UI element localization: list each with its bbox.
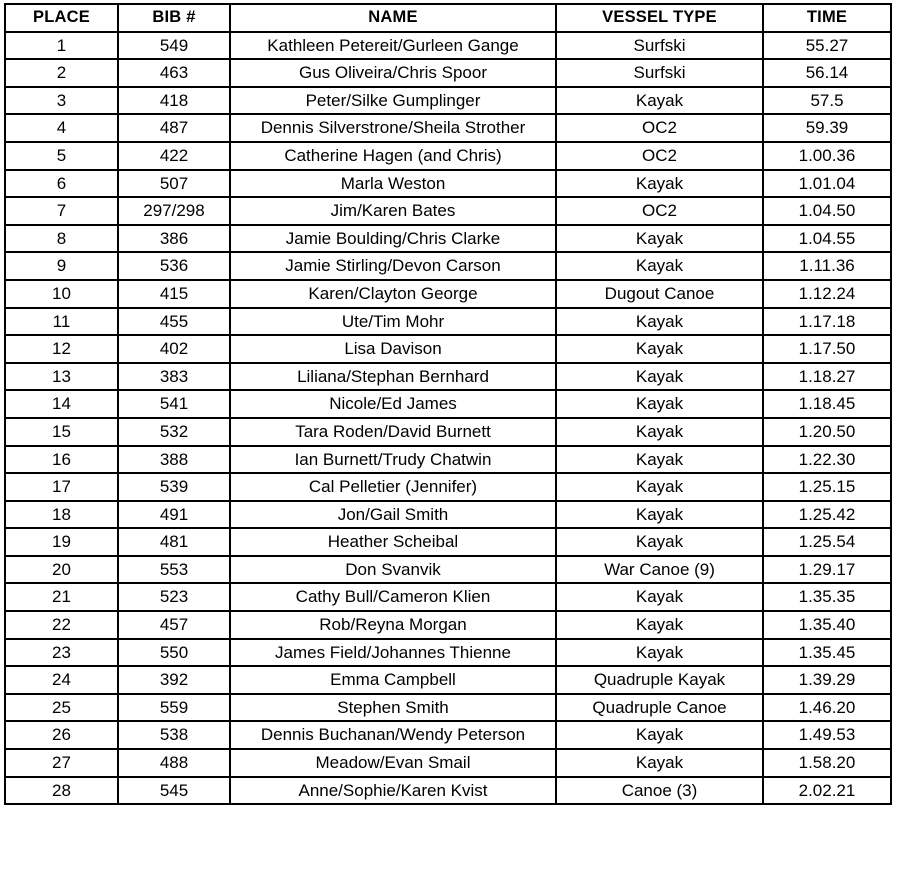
cell-bib: 418 [118,87,230,115]
cell-time: 55.27 [763,32,891,60]
cell-vessel: Quadruple Canoe [556,694,763,722]
cell-bib: 402 [118,335,230,363]
cell-place: 23 [5,639,118,667]
cell-place: 20 [5,556,118,584]
cell-place: 17 [5,473,118,501]
cell-place: 13 [5,363,118,391]
cell-name: Karen/Clayton George [230,280,556,308]
cell-place: 26 [5,721,118,749]
table-row [5,114,891,142]
cell-bib: 549 [118,32,230,60]
table-row [5,556,891,584]
cell-bib: 297/298 [118,197,230,225]
cell-name: James Field/Johannes Thienne [230,639,556,667]
cell-vessel: Kayak [556,583,763,611]
cell-time: 1.35.35 [763,583,891,611]
cell-name: Gus Oliveira/Chris Spoor [230,59,556,87]
cell-time: 1.25.54 [763,528,891,556]
cell-bib: 392 [118,666,230,694]
cell-place: 1 [5,32,118,60]
cell-vessel: War Canoe (9) [556,556,763,584]
cell-time: 1.58.20 [763,749,891,777]
cell-bib: 491 [118,501,230,529]
cell-name: Ian Burnett/Trudy Chatwin [230,446,556,474]
table-row [5,390,891,418]
cell-place: 18 [5,501,118,529]
cell-time: 1.17.50 [763,335,891,363]
table-row [5,32,891,60]
cell-time: 1.39.29 [763,666,891,694]
cell-name: Kathleen Petereit/Gurleen Gange [230,32,556,60]
column-header-place: PLACE [5,4,118,32]
cell-place: 27 [5,749,118,777]
race-results-table [4,3,892,805]
cell-vessel: Kayak [556,390,763,418]
cell-place: 6 [5,170,118,198]
cell-vessel: Kayak [556,418,763,446]
cell-name: Dennis Silverstrone/Sheila Strother [230,114,556,142]
cell-name: Jim/Karen Bates [230,197,556,225]
table-body [5,32,891,805]
cell-vessel: Kayak [556,749,763,777]
cell-vessel: Kayak [556,335,763,363]
cell-time: 1.18.27 [763,363,891,391]
cell-name: Dennis Buchanan/Wendy Peterson [230,721,556,749]
cell-place: 12 [5,335,118,363]
cell-time: 1.04.55 [763,225,891,253]
cell-time: 1.46.20 [763,694,891,722]
table-header-row [5,4,891,32]
cell-place: 19 [5,528,118,556]
table-row [5,197,891,225]
cell-name: Peter/Silke Gumplinger [230,87,556,115]
cell-time: 56.14 [763,59,891,87]
table-row [5,87,891,115]
column-header-time: TIME [763,4,891,32]
race-results-container [4,3,890,805]
cell-vessel: OC2 [556,114,763,142]
cell-bib: 559 [118,694,230,722]
cell-name: Anne/Sophie/Karen Kvist [230,777,556,805]
cell-time: 1.35.45 [763,639,891,667]
table-header [5,4,891,32]
cell-name: Liliana/Stephan Bernhard [230,363,556,391]
table-row [5,721,891,749]
cell-bib: 507 [118,170,230,198]
cell-vessel: OC2 [556,197,763,225]
cell-vessel: Canoe (3) [556,777,763,805]
cell-vessel: Surfski [556,32,763,60]
table-row [5,777,891,805]
cell-vessel: Kayak [556,721,763,749]
cell-bib: 545 [118,777,230,805]
cell-bib: 532 [118,418,230,446]
cell-bib: 463 [118,59,230,87]
table-row [5,280,891,308]
table-row [5,252,891,280]
cell-time: 59.39 [763,114,891,142]
cell-place: 28 [5,777,118,805]
cell-time: 1.20.50 [763,418,891,446]
cell-bib: 539 [118,473,230,501]
cell-bib: 386 [118,225,230,253]
table-row [5,501,891,529]
cell-name: Lisa Davison [230,335,556,363]
cell-time: 1.01.04 [763,170,891,198]
cell-time: 1.11.36 [763,252,891,280]
cell-vessel: Kayak [556,308,763,336]
cell-name: Jon/Gail Smith [230,501,556,529]
cell-vessel: Kayak [556,473,763,501]
cell-bib: 538 [118,721,230,749]
cell-bib: 457 [118,611,230,639]
cell-place: 24 [5,666,118,694]
cell-name: Cathy Bull/Cameron Klien [230,583,556,611]
cell-name: Stephen Smith [230,694,556,722]
cell-place: 22 [5,611,118,639]
cell-name: Heather Scheibal [230,528,556,556]
table-row [5,639,891,667]
cell-time: 1.18.45 [763,390,891,418]
table-row [5,528,891,556]
cell-time: 1.12.24 [763,280,891,308]
cell-bib: 422 [118,142,230,170]
cell-name: Nicole/Ed James [230,390,556,418]
cell-vessel: Kayak [556,446,763,474]
column-header-name: NAME [230,4,556,32]
cell-name: Jamie Boulding/Chris Clarke [230,225,556,253]
cell-place: 4 [5,114,118,142]
cell-time: 1.00.36 [763,142,891,170]
table-row [5,308,891,336]
cell-name: Catherine Hagen (and Chris) [230,142,556,170]
cell-bib: 481 [118,528,230,556]
table-row [5,446,891,474]
cell-vessel: Kayak [556,170,763,198]
table-row [5,611,891,639]
table-row [5,749,891,777]
table-row [5,694,891,722]
cell-bib: 487 [118,114,230,142]
table-row [5,583,891,611]
table-row [5,335,891,363]
cell-name: Ute/Tim Mohr [230,308,556,336]
cell-vessel: Kayak [556,363,763,391]
cell-time: 1.49.53 [763,721,891,749]
cell-bib: 541 [118,390,230,418]
table-row [5,473,891,501]
table-row [5,142,891,170]
cell-name: Marla Weston [230,170,556,198]
cell-bib: 523 [118,583,230,611]
cell-bib: 415 [118,280,230,308]
cell-time: 1.17.18 [763,308,891,336]
column-header-vessel: VESSEL TYPE [556,4,763,32]
cell-name: Cal Pelletier (Jennifer) [230,473,556,501]
table-row [5,225,891,253]
cell-time: 1.04.50 [763,197,891,225]
cell-place: 8 [5,225,118,253]
cell-time: 2.02.21 [763,777,891,805]
cell-place: 9 [5,252,118,280]
cell-vessel: Kayak [556,528,763,556]
cell-name: Don Svanvik [230,556,556,584]
cell-time: 1.25.15 [763,473,891,501]
table-row [5,418,891,446]
cell-bib: 488 [118,749,230,777]
cell-vessel: Kayak [556,639,763,667]
cell-name: Meadow/Evan Smail [230,749,556,777]
table-row [5,666,891,694]
cell-vessel: Kayak [556,611,763,639]
cell-place: 16 [5,446,118,474]
cell-place: 7 [5,197,118,225]
cell-place: 5 [5,142,118,170]
cell-vessel: Quadruple Kayak [556,666,763,694]
cell-name: Jamie Stirling/Devon Carson [230,252,556,280]
cell-place: 14 [5,390,118,418]
cell-name: Emma Campbell [230,666,556,694]
cell-time: 57.5 [763,87,891,115]
cell-bib: 388 [118,446,230,474]
cell-place: 21 [5,583,118,611]
cell-time: 1.35.40 [763,611,891,639]
column-header-bib: BIB # [118,4,230,32]
table-row [5,363,891,391]
cell-place: 15 [5,418,118,446]
cell-place: 3 [5,87,118,115]
cell-place: 11 [5,308,118,336]
cell-vessel: OC2 [556,142,763,170]
table-row [5,170,891,198]
cell-bib: 553 [118,556,230,584]
cell-time: 1.25.42 [763,501,891,529]
cell-place: 25 [5,694,118,722]
table-row [5,59,891,87]
cell-vessel: Kayak [556,252,763,280]
cell-vessel: Kayak [556,87,763,115]
cell-bib: 455 [118,308,230,336]
cell-name: Rob/Reyna Morgan [230,611,556,639]
cell-place: 2 [5,59,118,87]
cell-place: 10 [5,280,118,308]
cell-time: 1.22.30 [763,446,891,474]
cell-vessel: Surfski [556,59,763,87]
cell-vessel: Kayak [556,225,763,253]
cell-bib: 550 [118,639,230,667]
cell-bib: 536 [118,252,230,280]
cell-vessel: Dugout Canoe [556,280,763,308]
cell-bib: 383 [118,363,230,391]
cell-time: 1.29.17 [763,556,891,584]
cell-vessel: Kayak [556,501,763,529]
cell-name: Tara Roden/David Burnett [230,418,556,446]
